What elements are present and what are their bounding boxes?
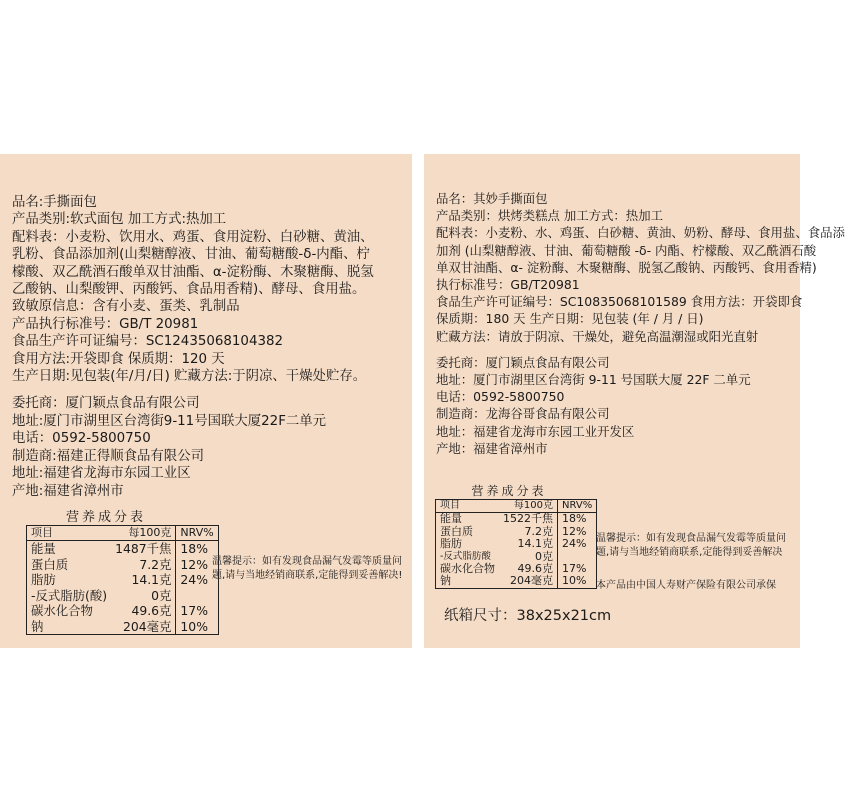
category-line: 产品类别:软式面包 加工方式:热加工 <box>12 212 227 228</box>
category-line: 产品类别：烘烤类糕点 加工方式：热加工 <box>436 208 663 224</box>
license-line: 食品生产许可证编号：SC10835068101589 食用方法：开袋即食 <box>436 294 803 310</box>
tip-line: 温馨提示：如有发现食品漏气发霉等质量问 <box>212 556 402 567</box>
nutrient-name: -反式脂肪酸 <box>440 550 491 562</box>
standard-line: 执行标准号：GB/T20981 <box>436 277 580 293</box>
nutrient-name: 蛋白质 <box>31 556 69 572</box>
date-storage-line: 生产日期:见包装(年/月/日) 贮藏方法:于阴凉、干燥处贮存。 <box>12 369 367 385</box>
nutrient-amount: 0克 <box>151 587 172 603</box>
nutrition-header-row <box>436 500 597 513</box>
client-address-line: 地址：厦门市湖里区台湾街 9-11 号国联大厦 22F 二单元 <box>436 372 751 388</box>
nutrient-nrv: 18% <box>176 541 218 557</box>
shelf-life-line: 保质期：180 天 生产日期：见包装 (年 / 月 / 日) <box>436 311 704 327</box>
nutrition-row <box>27 541 219 557</box>
nutrient-nrv <box>176 588 218 604</box>
header-nrv: NRV% <box>558 500 597 513</box>
nutrient-nrv: 24% <box>176 572 218 588</box>
nutrition-header-row <box>27 526 219 541</box>
left-product-info <box>12 194 406 500</box>
nutrient-amount: 49.6克 <box>517 562 553 576</box>
nutrition-row <box>436 575 597 588</box>
nutrient-amount: 7.2克 <box>524 524 553 538</box>
nutrient-name: 钠 <box>440 574 451 588</box>
manufacturer-line: 制造商:福建正得顺食品有限公司 <box>12 448 204 464</box>
header-item: 项目 <box>27 526 112 541</box>
nutrition-table <box>435 499 597 589</box>
nutrient-amount: 1522千焦 <box>503 512 553 526</box>
manufacturer-address-line: 地址：福建省龙海市东园工业开发区 <box>436 423 635 439</box>
warm-tip <box>212 555 402 582</box>
carton-size: 纸箱尺寸：38x25x21cm <box>444 608 612 624</box>
nutrient-nrv: 12% <box>558 526 597 538</box>
nutrient-nrv: 17% <box>176 603 218 619</box>
manufacturer-address-line: 地址:福建省龙海市东园工业区 <box>12 466 191 482</box>
nutrient-amount: 204毫克 <box>510 574 553 588</box>
right-product-label <box>424 154 845 648</box>
license-line: 食品生产许可证编号：SC12435068104382 <box>12 334 284 350</box>
nutrition-facts <box>435 484 593 589</box>
product-name-line: 品名：其妙手撕面包 <box>436 191 548 206</box>
client-line: 委托商：厦门颖点食品有限公司 <box>12 396 200 412</box>
product-name-line: 品名:手撕面包 <box>12 195 97 210</box>
nutrient-nrv: 12% <box>176 557 218 573</box>
nutrient-name: 蛋白质 <box>440 524 473 538</box>
nutrient-amount: 14.1克 <box>131 572 172 587</box>
phone-line: 电话：0592-5800750 <box>12 431 151 447</box>
nutrient-name: -反式脂肪(酸) <box>31 587 108 603</box>
nutrient-name: 碳水化合物 <box>31 603 93 618</box>
nutrition-row <box>27 572 219 588</box>
ingredients-line: 乙酸钠、山梨酸钾、丙酸钙、食品用香精)、酵母、食用盐。 <box>12 282 366 298</box>
nutrient-name: 能量 <box>440 512 462 526</box>
nutrient-name: 脂肪 <box>31 572 56 587</box>
nutrient-amount: 14.1克 <box>517 537 553 551</box>
ingredients-line: 加剂 (山梨糖醇液、甘油、葡萄糖酸 -δ- 内酯、柠檬酸、双乙酰酒石酸 <box>436 242 817 258</box>
nutrient-name: 脂肪 <box>440 537 462 551</box>
tip-line: 题,请与当地经销商联系,定能得到妥善解决! <box>212 569 403 581</box>
client-line: 委托商：厦门颖点食品有限公司 <box>436 354 610 370</box>
nutrition-row <box>27 557 219 573</box>
phone-line: 电话：0592-5800750 <box>436 389 565 405</box>
warm-tip <box>596 532 786 559</box>
client-address-line: 地址:厦门市湖里区台湾街9-11号国联大厦22F二单元 <box>12 413 327 429</box>
nutrition-row <box>27 588 219 604</box>
tip-line: 温馨提示：如有发现食品漏气发霉等质量问 <box>596 533 786 544</box>
nutrition-row <box>436 513 597 526</box>
ingredients-line: 檬酸、双乙酰酒石酸单双甘油酯、α-淀粉酶、木聚糖酶、脱氢 <box>12 264 374 280</box>
nutrition-row <box>436 538 597 550</box>
nutrient-nrv: 17% <box>558 563 597 575</box>
header-item: 项目 <box>436 500 500 513</box>
header-per-100g: 每100克 <box>499 500 558 513</box>
standard-line: 产品执行标准号：GB/T 20981 <box>12 316 199 332</box>
nutrient-amount: 1487千焦 <box>115 541 172 556</box>
nutrient-amount: 204毫克 <box>122 618 172 634</box>
nutrient-amount: 0克 <box>535 549 553 563</box>
tip-line: 题,请与当地经销商联系,定能得到妥善解决 <box>596 546 783 558</box>
nutrient-nrv: 10% <box>176 619 218 635</box>
ingredients-line: 配料表：小麦粉、水、鸡蛋、白砂糖、黄油、奶粉、酵母、食用盐、食品添 <box>436 225 845 241</box>
nutrient-nrv: 18% <box>558 513 597 526</box>
insurance-note: 本产品由中国人寿财产保险有限公司承保 <box>596 580 776 591</box>
manufacturer-line: 制造商：龙海谷哥食品有限公司 <box>436 406 610 422</box>
ingredients-line: 单双甘油酯、α- 淀粉酶、木聚糖酶、脱氢乙酸钠、丙酸钙、食用香精) <box>436 259 817 275</box>
origin-line: 产地:福建省漳州市 <box>12 483 124 499</box>
nutrient-amount: 7.2克 <box>139 556 172 572</box>
nutrient-name: 钠 <box>31 618 44 634</box>
ingredients-line: 乳粉、食品添加剂(山梨糖醇液、甘油、葡萄糖酸-δ-内酯、柠 <box>12 247 370 263</box>
nutrient-name: 能量 <box>31 541 56 556</box>
nutrition-row <box>27 603 219 619</box>
nutrient-nrv: 24% <box>558 538 597 550</box>
allergen-line: 致敏原信息：含有小麦、蛋类、乳制品 <box>12 299 240 315</box>
nutrient-name: 碳水化合物 <box>440 562 495 576</box>
right-product-info <box>436 190 845 457</box>
nutrition-facts <box>26 510 214 635</box>
ingredients-line: 配料表：小麦粉、饮用水、鸡蛋、食用淀粉、白砂糖、黄油、 <box>12 229 374 245</box>
storage-line: 贮藏方法：请放于阴凉、干燥处，避免高温潮湿或阳光直射 <box>436 328 759 344</box>
nutrition-title: 营养成分表 <box>471 484 547 498</box>
nutrition-title: 营养成分表 <box>65 510 146 525</box>
nutrient-nrv: 10% <box>558 575 597 588</box>
usage-shelf-life-line: 食用方法:开袋即食 保质期：120 天 <box>12 351 225 367</box>
nutrition-row <box>27 619 219 635</box>
header-nrv: NRV% <box>176 526 218 541</box>
origin-line: 产地：福建省漳州市 <box>436 440 548 456</box>
header-per-100g: 每100克 <box>111 526 176 541</box>
nutrient-amount: 49.6克 <box>131 603 172 618</box>
nutrition-table <box>26 525 219 635</box>
left-product-label <box>0 154 412 648</box>
